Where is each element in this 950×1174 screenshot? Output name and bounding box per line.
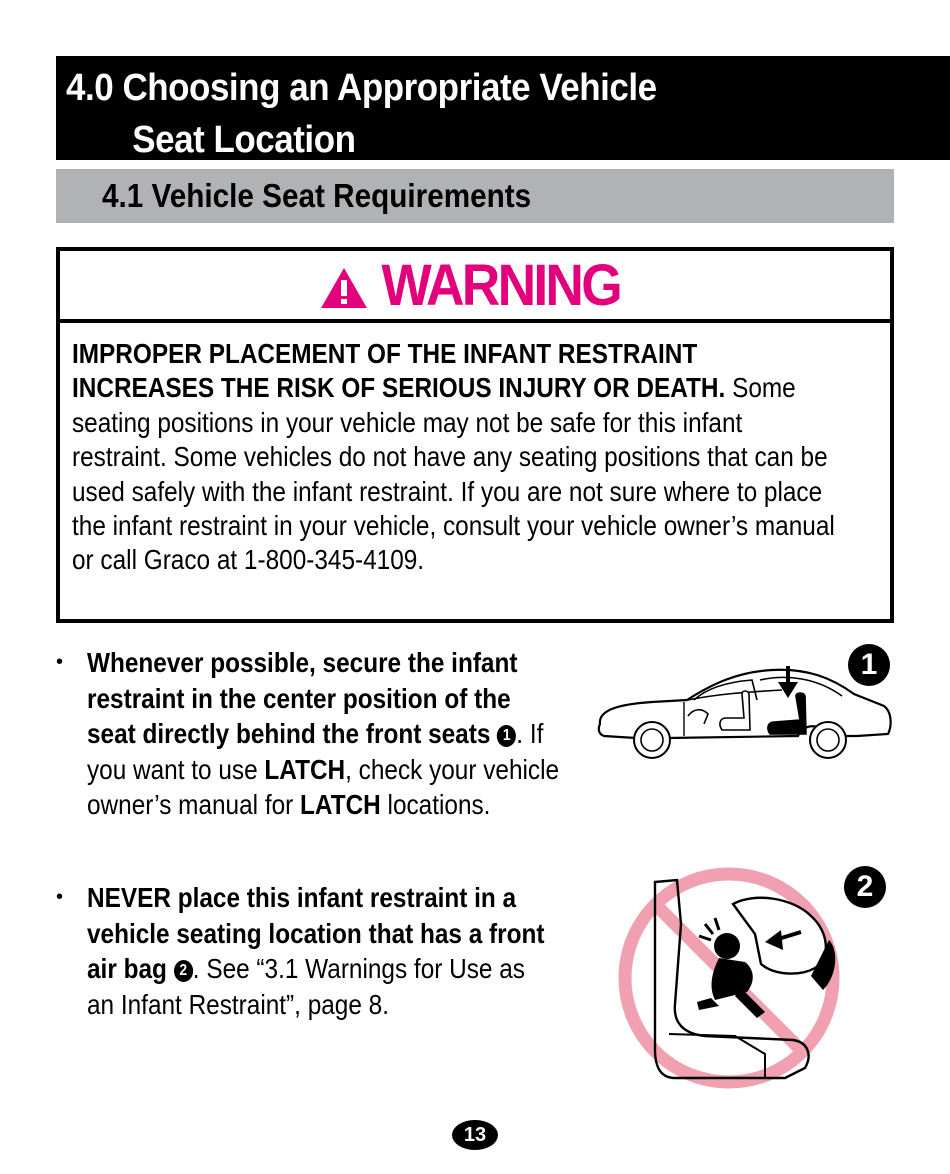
bullet-2-line-4: an Infant Restraint”, page 8. bbox=[87, 988, 389, 1020]
front-airbag-prohibition-illustration bbox=[615, 864, 845, 1094]
figure-2-number: 2 bbox=[844, 866, 886, 908]
warning-bold-1: IMPROPER PLACEMENT OF THE INFANT RESTRAINT bbox=[72, 338, 698, 369]
section-title bbox=[56, 56, 950, 160]
air-bag-term: air bag bbox=[87, 953, 167, 984]
bullet-2-line-1: place this infant restraint in a bbox=[170, 882, 517, 913]
warning-triangle-icon bbox=[319, 266, 369, 310]
figure-1-number: 1 bbox=[848, 644, 890, 686]
title-line-1: 4.0 Choosing an Appropriate Vehicle bbox=[66, 67, 657, 109]
figure-ref-2: 2 bbox=[174, 960, 193, 982]
warning-bold-2: INCREASES THE RISK OF SERIOUS INJURY OR DEATH. bbox=[72, 372, 726, 404]
bullet-2-line-3-tail: . See “3.1 Warnings for Use as bbox=[192, 953, 525, 984]
warning-line-4: the infant restraint in your vehicle, consult your vehicle owner’s manual bbox=[72, 510, 835, 542]
latch-term: LATCH bbox=[264, 753, 346, 785]
bullet-1-line-4-post: , check your vehicle bbox=[345, 753, 560, 785]
bullet-1-line-5-post: locations. bbox=[380, 789, 491, 820]
warning-line-1: seating positions in your vehicle may not be safe for this infant bbox=[72, 406, 743, 438]
car-seat-position-illustration bbox=[592, 664, 896, 768]
bullet-2-line-2: vehicle seating location that has a front bbox=[87, 917, 545, 949]
bullet-1-line-3-tail: . If bbox=[516, 718, 544, 749]
bullet-1-line-5-pre: owner’s manual for bbox=[87, 789, 301, 820]
page-number: 13 bbox=[452, 1120, 498, 1150]
warning-line-2: restraint. Some vehicles do not have any seating positions that can be bbox=[72, 441, 828, 473]
latch-term-2: LATCH bbox=[300, 789, 381, 820]
warning-line-5: or call Graco at 1-800-345-4109. bbox=[72, 544, 425, 576]
warning-body-tail: Some bbox=[725, 372, 796, 404]
bullet-1-text bbox=[87, 645, 559, 823]
title-line-2: Seat Location bbox=[132, 119, 356, 161]
subsection-title-text: 4.1 Vehicle Seat Requirements bbox=[102, 177, 532, 214]
bullet-dot: • bbox=[56, 651, 64, 673]
bullet-1-line-1: Whenever possible, secure the infant bbox=[87, 647, 518, 678]
subsection-title bbox=[56, 169, 894, 223]
bullet-2-text bbox=[87, 880, 545, 1022]
warning-line-3: used safely with the infant restraint. If you are not sure where to place bbox=[72, 475, 823, 507]
never-term: NEVER bbox=[87, 882, 171, 913]
bullet-1-line-2: restraint in the center position of the bbox=[87, 682, 511, 714]
warning-body bbox=[60, 323, 890, 578]
warning-box bbox=[56, 247, 894, 623]
warning-header bbox=[60, 251, 890, 323]
warning-heading: WARNING bbox=[381, 252, 621, 318]
bullet-dot: • bbox=[56, 886, 64, 908]
figure-ref-1: 1 bbox=[497, 725, 516, 747]
bullet-1-line-4-pre: you want to use bbox=[87, 753, 265, 785]
bullet-1-line-3: seat directly behind the front seats bbox=[87, 718, 491, 749]
